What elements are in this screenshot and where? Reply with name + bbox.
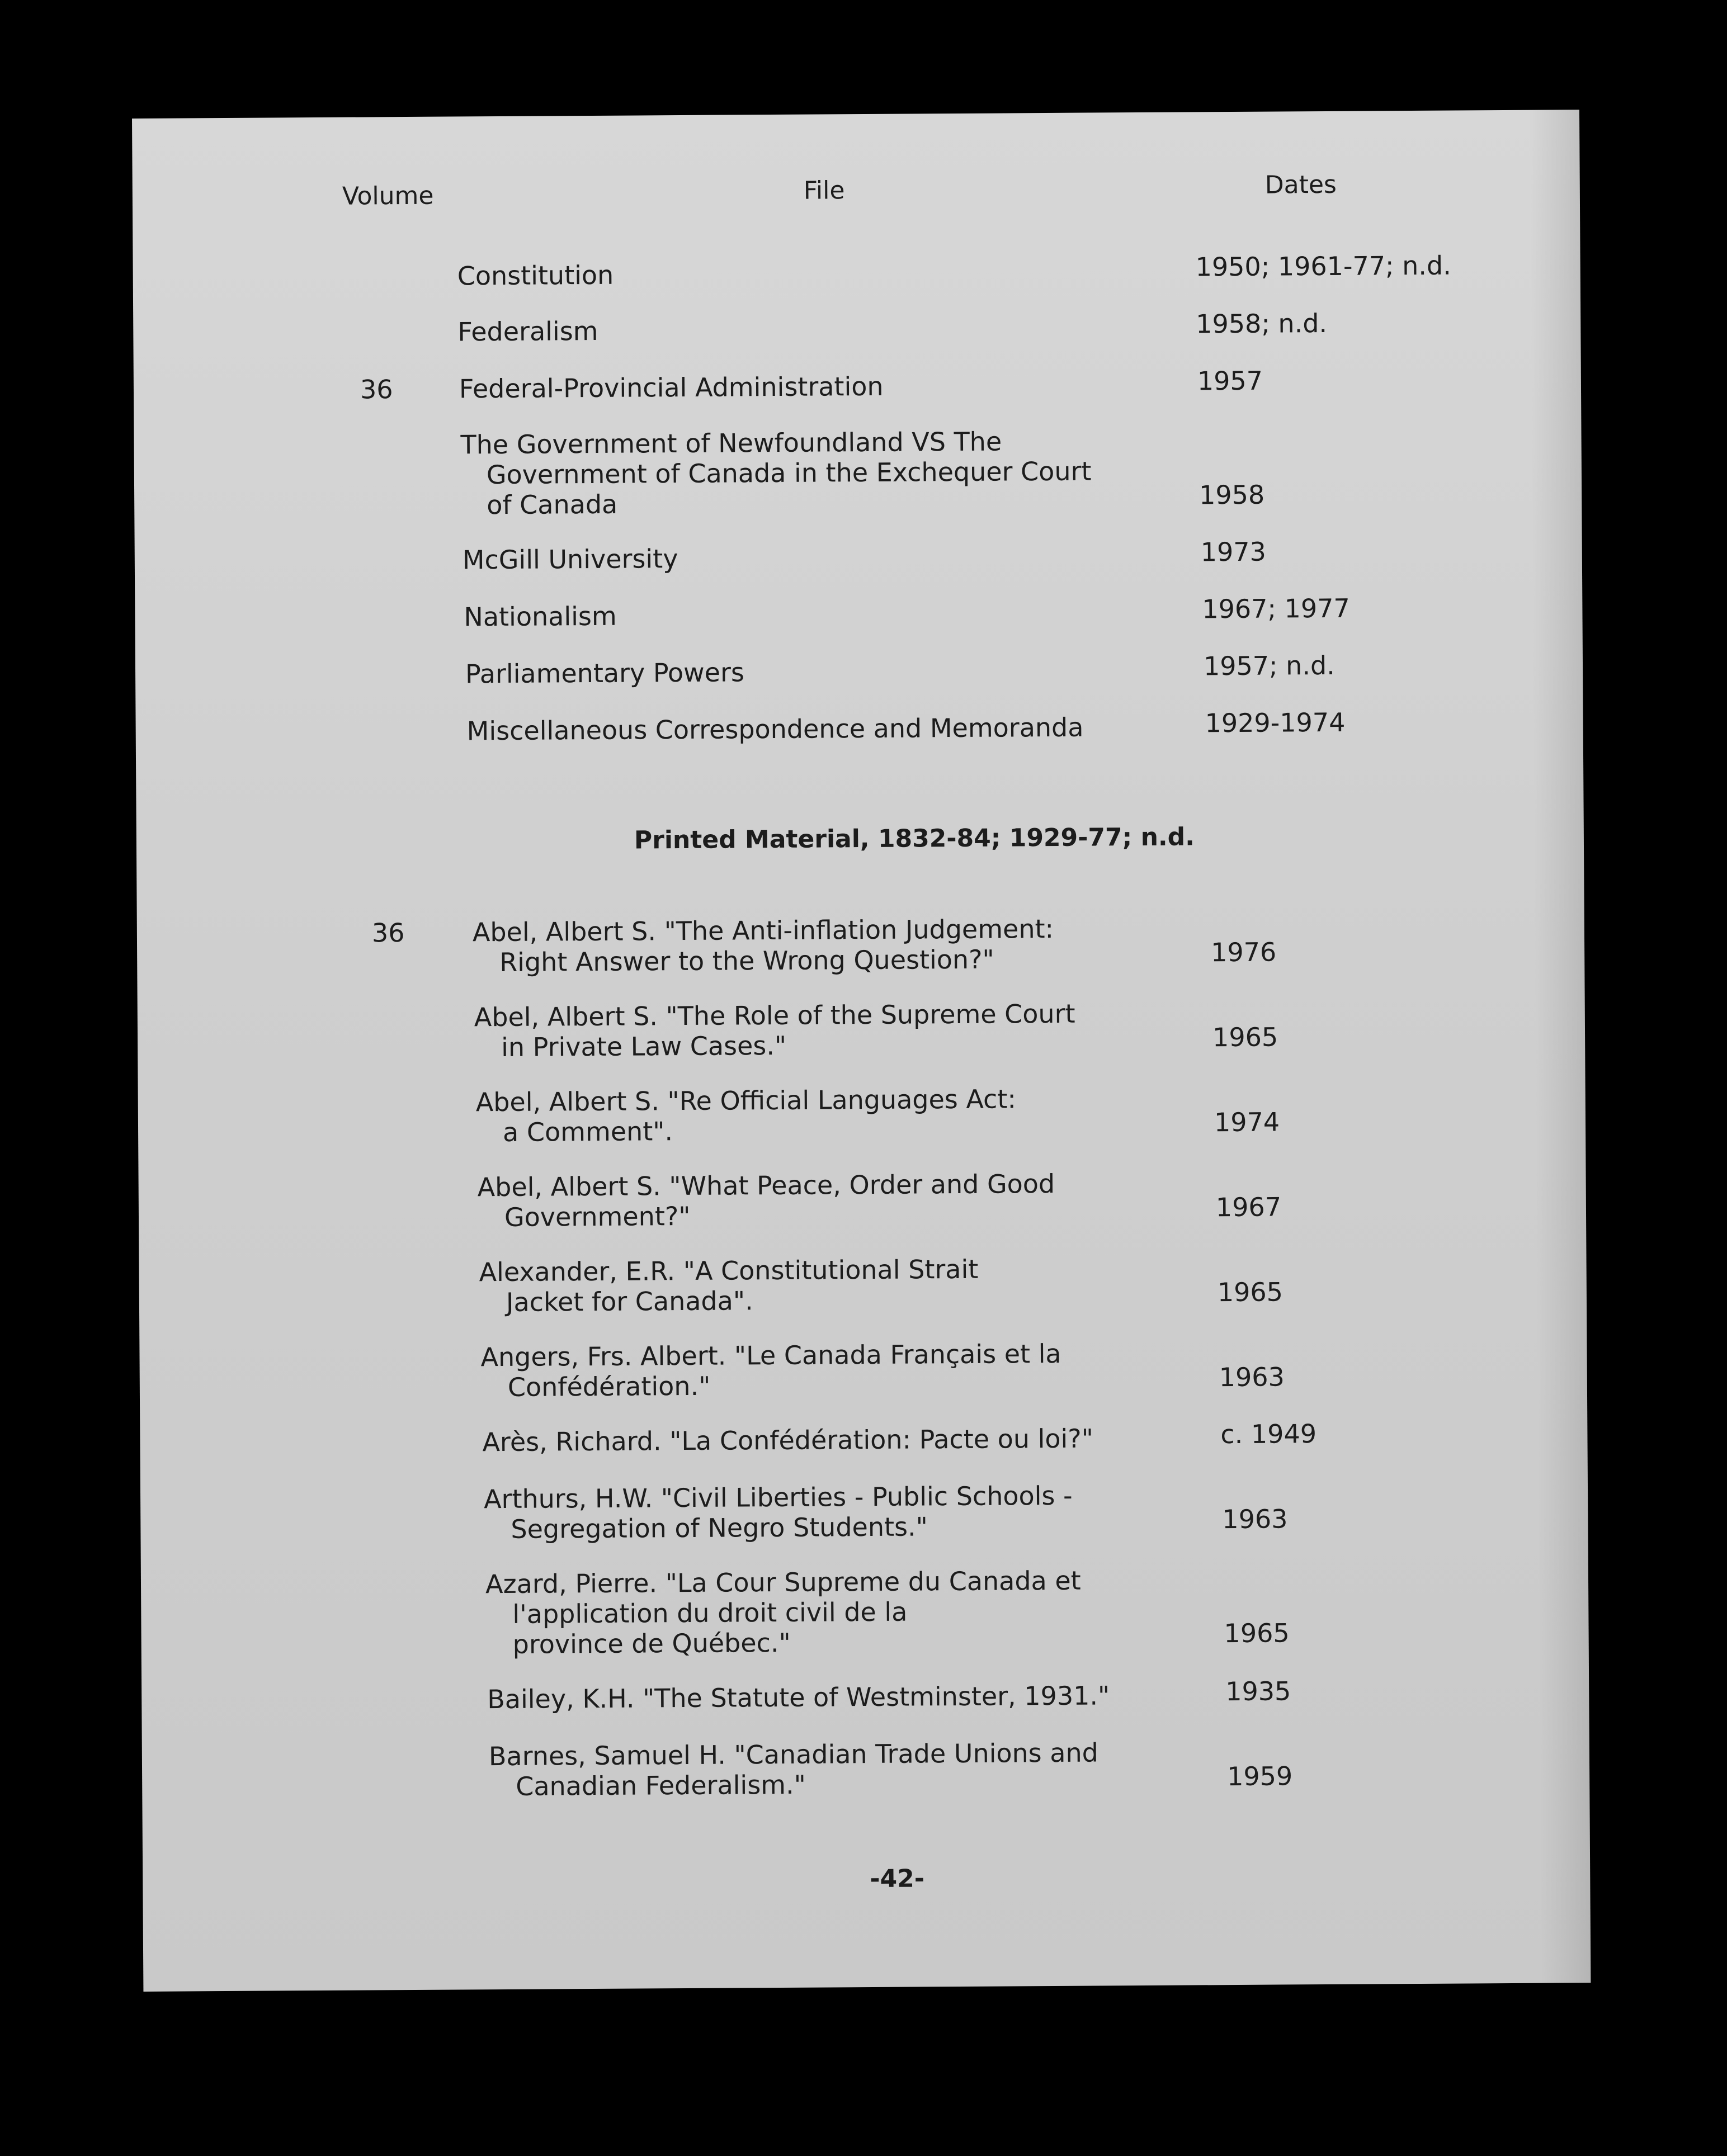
file-title-line: Confédération.": [507, 1370, 711, 1402]
file-title-line: province de Québec.": [512, 1627, 791, 1659]
file-dates: 1967: [1215, 1192, 1282, 1223]
file-dates: 1957: [1197, 365, 1263, 396]
file-title-line: Abel, Albert S. "The Role of the Supreme Court: [474, 998, 1075, 1033]
document-page: [132, 110, 1591, 1992]
file-title-line: Abel, Albert S. "Re Official Languages Act:: [475, 1084, 1017, 1118]
file-title-line: Canadian Federalism.": [516, 1769, 806, 1802]
dates-column-header: Dates: [1264, 170, 1337, 200]
file-title-line: Government of Canada in the Exchequer Court: [486, 456, 1092, 490]
file-title-line: Azard, Pierre. "La Cour Supreme du Canada et: [485, 1565, 1081, 1600]
file-title: Bailey, K.H. "The Statute of Westminster, 1931.": [487, 1680, 1110, 1715]
file-title-line: Alexander, E.R. "A Constitutional Strait: [479, 1254, 979, 1288]
file-dates: 1973: [1200, 536, 1267, 568]
file-title: Arès, Richard. "La Confédération: Pacte ou loi?": [482, 1423, 1094, 1458]
file-title: Federal-Provincial Administration: [459, 371, 884, 404]
file-dates: 1967; 1977: [1202, 593, 1350, 625]
file-dates: 1958; n.d.: [1196, 308, 1328, 339]
section-title: Printed Material, 1832-84; 1929-77; n.d.: [634, 822, 1195, 855]
file-title: Federalism: [457, 315, 598, 347]
file-title-line: Right Answer to the Wrong Question?": [499, 944, 994, 978]
file-dates: 1965: [1212, 1022, 1278, 1053]
file-column-header: File: [803, 176, 845, 205]
volume-number: 36: [360, 374, 393, 405]
file-dates: 1957; n.d.: [1203, 650, 1335, 682]
file-title-line: a Comment".: [502, 1116, 673, 1147]
file-title: Constitution: [457, 259, 614, 291]
file-dates: 1965: [1217, 1276, 1284, 1308]
file-dates: 1974: [1214, 1107, 1280, 1138]
file-dates: 1959: [1226, 1761, 1293, 1792]
file-title-line: Government?": [504, 1200, 691, 1232]
file-dates: 1963: [1219, 1361, 1285, 1393]
file-title: Parliamentary Powers: [465, 657, 745, 689]
file-title-line: Abel, Albert S. "The Anti-inflation Judgement:: [472, 913, 1054, 948]
file-title-line: l'application du droit civil de la: [512, 1596, 908, 1629]
file-dates: 1935: [1225, 1676, 1291, 1707]
file-dates: 1929-1974: [1205, 707, 1346, 739]
file-title-line: of Canada: [487, 489, 618, 521]
file-dates: 1965: [1224, 1618, 1290, 1649]
file-title-line: Arthurs, H.W. "Civil Liberties - Public Schools -: [483, 1480, 1073, 1515]
file-dates: 1958: [1198, 479, 1265, 510]
file-title-line: in Private Law Cases.": [501, 1030, 787, 1062]
file-title-line: Segregation of Negro Students.": [511, 1511, 928, 1544]
volume-number: 36: [371, 918, 405, 948]
volume-column-header: Volume: [342, 181, 434, 211]
file-title-line: Barnes, Samuel H. "Canadian Trade Unions and: [488, 1737, 1099, 1772]
file-title: McGill University: [462, 543, 678, 575]
file-dates: c. 1949: [1220, 1419, 1317, 1450]
file-dates: 1963: [1222, 1503, 1288, 1535]
file-title: Miscellaneous Correspondence and Memoranda: [466, 712, 1084, 746]
file-title: Nationalism: [464, 601, 617, 632]
file-dates: 1976: [1210, 937, 1277, 968]
page-number: -42-: [870, 1864, 925, 1893]
file-title-line: Jacket for Canada".: [506, 1285, 753, 1317]
file-title-line: The Government of Newfoundland VS The: [460, 426, 1002, 460]
file-title-line: Abel, Albert S. "What Peace, Order and Good: [477, 1168, 1055, 1203]
file-dates: 1950; 1961-77; n.d.: [1195, 250, 1451, 282]
file-title-line: Angers, Frs. Albert. "Le Canada Français et la: [480, 1338, 1061, 1373]
